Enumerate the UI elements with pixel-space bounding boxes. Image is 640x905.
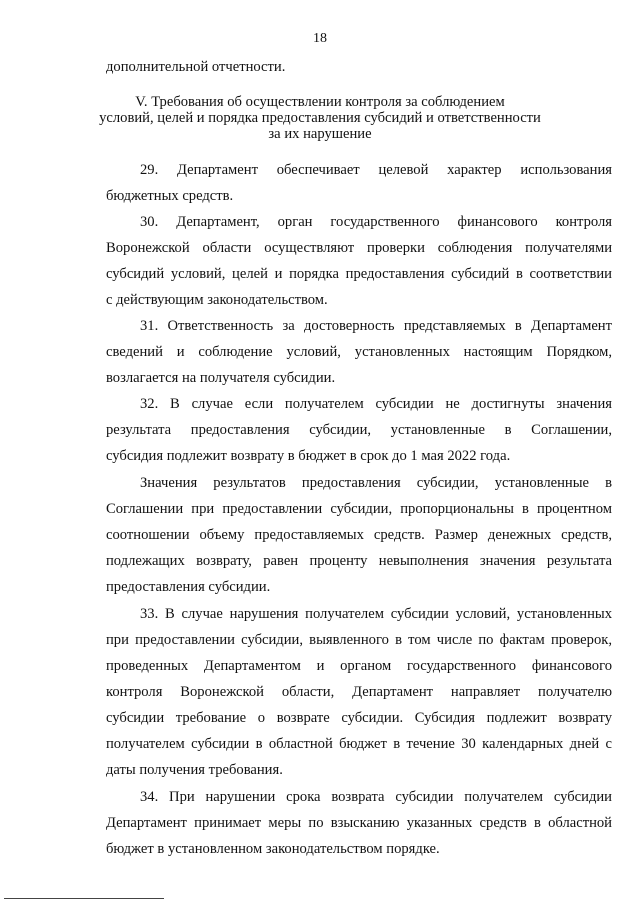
paragraph-line: проведенных Департаментом и органом государственного финансового (106, 658, 612, 674)
page-number: 18 (313, 31, 327, 46)
paragraph-line: подлежащих возврату, равен проценту невыполнения значения результата (106, 553, 612, 569)
intro-line: дополнительной отчетности. (106, 59, 286, 75)
paragraph-line: 33. В случае нарушения получателем субсидии условий, установленных (140, 606, 612, 622)
paragraph-line: субсидий условий, целей и порядка предоставления субсидий в соответствии (106, 266, 612, 282)
paragraph-line: с действующим законодательством. (106, 292, 328, 308)
paragraph-line: Значения результатов предоставления субсидии, установленные в (140, 475, 612, 491)
section-heading-line-1: V. Требования об осуществлении контроля за соблюдением (135, 94, 505, 110)
section-heading-line-2: условий, целей и порядка предоставления субсидий и ответственности (99, 110, 541, 126)
paragraph-line: соотношении объему предоставляемых средств. Размер денежных средств, (106, 527, 612, 543)
paragraph-line: бюджетных средств. (106, 188, 234, 204)
paragraph-line: 31. Ответственность за достоверность представляемых в Департамент (140, 318, 612, 334)
paragraph-line: предоставления субсидии. (106, 579, 271, 595)
paragraph-line: 29. Департамент обеспечивает целевой характер использования (140, 162, 612, 178)
paragraph-line: сведений и соблюдение условий, установленных настоящим Порядком, (106, 344, 612, 360)
paragraph-line: Департамент принимает меры по взысканию указанных средств в областной (106, 815, 612, 831)
paragraph-line: Воронежской области осуществляют проверки соблюдения получателями (106, 240, 612, 256)
paragraph-line: субсидия подлежит возврату в бюджет в срок до 1 мая 2022 года. (106, 448, 511, 464)
paragraph-line: 30. Департамент, орган государственного финансового контроля (140, 214, 612, 230)
paragraph-line: получателем субсидии в областной бюджет в течение 30 календарных дней с (106, 736, 612, 752)
paragraph-line: Соглашении при предоставлении субсидии, пропорциональны в процентном (106, 501, 612, 517)
paragraph-line: 34. При нарушении срока возврата субсидии получателем субсидии (140, 789, 612, 805)
paragraph-line: при предоставлении субсидии, выявленного в том числе по фактам проверок, (106, 632, 612, 648)
paragraph-line: даты получения требования. (106, 762, 283, 778)
footer-divider (4, 898, 164, 899)
paragraph-line: бюджет в установленном законодательством порядке. (106, 841, 440, 857)
paragraph-line: контроля Воронежской области, Департамент направляет получателю (106, 684, 612, 700)
section-heading-line-3: за их нарушение (268, 126, 372, 142)
paragraph-line: результата предоставления субсидии, установленные в Соглашении, (106, 422, 612, 438)
paragraph-line: субсидии требование о возврате субсидии. Субсидия подлежит возврату (106, 710, 612, 726)
paragraph-line: возлагается на получателя субсидии. (106, 370, 336, 386)
paragraph-line: 32. В случае если получателем субсидии не достигнуты значения (140, 396, 612, 412)
